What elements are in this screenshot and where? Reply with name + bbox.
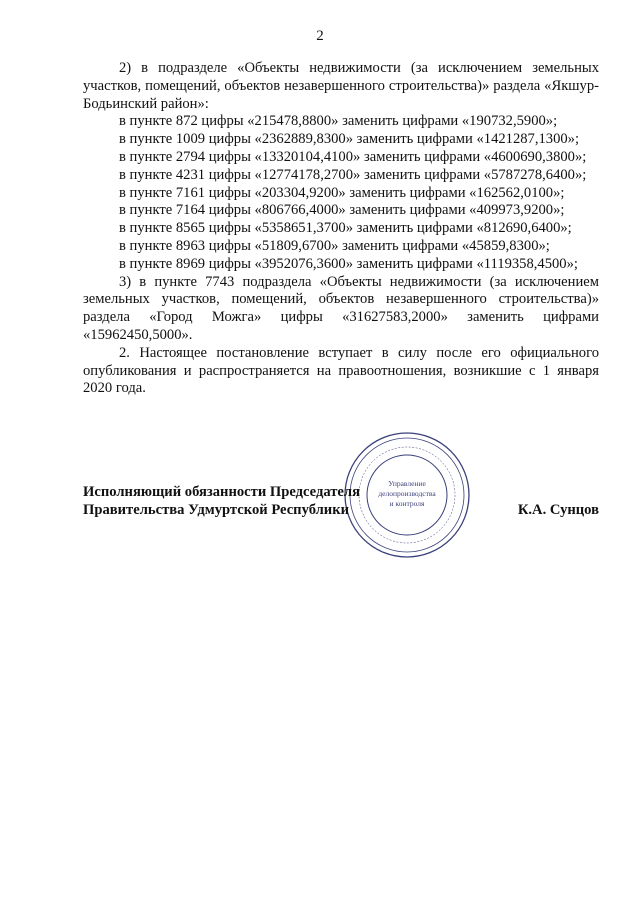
signatory-position <box>83 483 360 519</box>
official-seal-stamp <box>342 430 472 560</box>
document-body <box>83 60 599 398</box>
paragraph-subsection-3: 3) в пункте 7743 подраздела «Объекты недвижимости (за исключением земельных участков, помещений, объектов незавершенного строительства)» раздела «Город Можга» цифры «31627583,2000» заменить цифрами «15962450,5000». <box>83 273 599 343</box>
signatory-position-line1: Исполняющий обязанности Председателя <box>83 484 360 500</box>
paragraph-effective-date: 2. Настоящее постановление вступает в силу после его официального опубликования и распространяется на правоотношения, возникшие с 1 января 2020 года. <box>83 344 599 397</box>
list-item: в пункте 2794 цифры «13320104,4100» заменить цифрами «4600690,3800»; <box>119 148 587 165</box>
page-number: 2 <box>316 28 324 44</box>
list-item: в пункте 8969 цифры «3952076,3600» заменить цифрами «1119358,4500»; <box>119 255 578 272</box>
stamp-text-line2: делопроизводства <box>378 489 436 498</box>
list-item: в пункте 872 цифры «215478,8800» заменить цифрами «190732,5900»; <box>119 113 558 130</box>
list-item: в пункте 8565 цифры «5358651,3700» заменить цифрами «812690,6400»; <box>119 220 572 237</box>
paragraph-subsection-2: 2) в подразделе «Объекты недвижимости (за исключением земельных участков, помещений, объектов незавершенного строительства)» раздела «Якшур-Бодьинский район»: <box>83 60 599 112</box>
list-item: в пункте 7161 цифры «203304,9200» заменить цифрами «162562,0100»; <box>119 184 565 201</box>
stamp-text-line3: и контроля <box>389 499 425 508</box>
list-item: в пункте 4231 цифры «12774178,2700» заменить цифрами «5787278,6400»; <box>119 166 587 183</box>
list-item: в пункте 7164 цифры «806766,4000» заменить цифрами «409973,9200»; <box>119 202 565 219</box>
list-item: в пункте 8963 цифры «51809,6700» заменить цифрами «45859,8300»; <box>119 237 550 254</box>
list-item: в пункте 1009 цифры «2362889,8300» заменить цифрами «1421287,1300»; <box>119 131 580 148</box>
signatory-position-line2: Правительства Удмуртской Республики <box>83 502 350 518</box>
stamp-text-line1: Управление <box>388 479 426 488</box>
signatory-name: К.А. Сунцов <box>517 502 599 518</box>
